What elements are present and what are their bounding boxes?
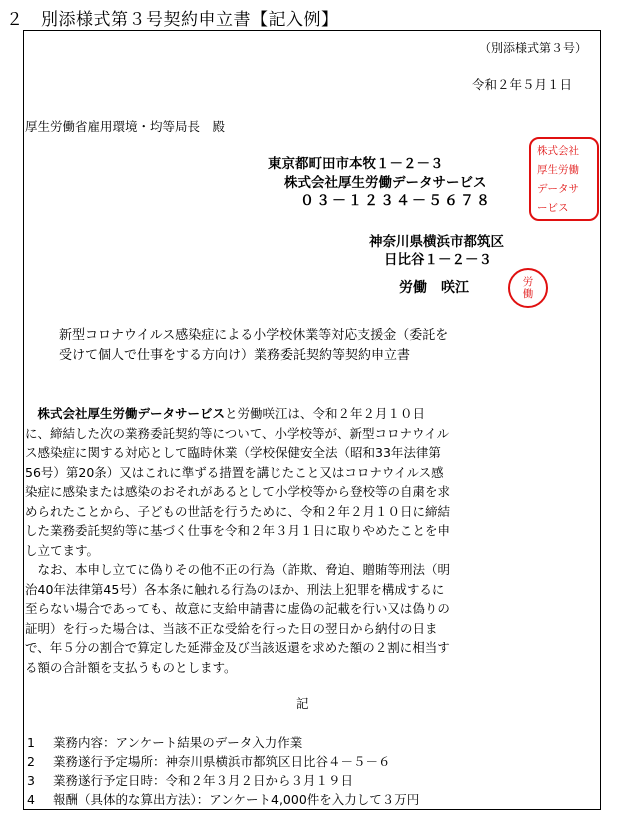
item-number: 2 xyxy=(27,754,35,769)
body-line: 証明）を行った場合は、当該不正な受給を行った日の翌日から納付の日ま xyxy=(25,620,438,636)
addressee: 厚生労働省雇用環境・均等局長 殿 xyxy=(25,119,226,134)
form-frame xyxy=(23,30,601,810)
body-text: と労働咲江は、令和２年２月１０日 xyxy=(225,406,426,421)
list-item xyxy=(27,790,419,809)
company-seal-text: データサ xyxy=(537,183,579,195)
company-seal-text: 株式会社 xyxy=(537,145,579,157)
submission-date: 令和２年５月１日 xyxy=(471,77,572,92)
body-line: 染症に感染または感染のおそれがあるとして小学校等から登校等の自粛を求 xyxy=(25,484,451,499)
item-number: 3 xyxy=(27,773,35,788)
body-line: で、年５分の割合で算定した延滞金及び当該返還を求めた額の２割に相当す xyxy=(25,640,450,655)
company-phone: ０３－１２３４－５６７８ xyxy=(300,193,492,209)
individual-name: 労働 咲江 xyxy=(399,280,469,296)
body-line: なお、本申し立てに偽りその他不正の行為（詐欺、脅迫、贈賄等刑法（明 xyxy=(25,562,451,577)
list-item xyxy=(27,733,419,752)
item-text: 業務遂行予定場所：神奈川県横浜市都筑区日比谷４－５－６ xyxy=(53,754,391,769)
declaration-body xyxy=(25,404,585,677)
company-name-emphasis: 株式会社厚生労働データサービス xyxy=(37,406,226,421)
document-title-line1: 新型コロナウイルス感染症による小学校休業等対応支援金（委託を xyxy=(59,328,449,343)
company-name: 株式会社厚生労働データサービス xyxy=(284,175,487,191)
individual-address-line2: 日比谷１－２－３ xyxy=(384,252,492,268)
body-line: る額の合計額を支払うものとします。 xyxy=(25,659,237,675)
contract-items-list xyxy=(27,733,419,809)
body-line: 56号）第20条）又はこれに準ずる措置を講じたこと又はコロナウイルス感 xyxy=(25,464,444,480)
personal-seal-stamp xyxy=(508,268,548,308)
personal-seal-char: 働 xyxy=(522,288,534,300)
list-item xyxy=(27,752,419,771)
item-number: 1 xyxy=(27,735,35,750)
body-line: ス感染症に関する対応として臨時休業（学校保健安全法（昭和33年法律第 xyxy=(25,445,441,460)
body-line: められたことから、子どもの世話を行うために、令和２年２月１０日に締結 xyxy=(25,503,451,519)
body-line: した業務委託契約等に基づく仕事を令和２年３月１日に取りやめたことを申 xyxy=(25,523,451,538)
item-text: 業務内容：アンケート結果のデータ入力作業 xyxy=(53,735,303,750)
item-number: 4 xyxy=(27,792,35,807)
body-line: 至らない場合であっても、故意に支給申請書に虚偽の記載を行い又は偽りの xyxy=(25,601,450,616)
form-reference: （別添様式第３号） xyxy=(478,41,587,55)
company-address: 東京都町田市本牧１－２－３ xyxy=(268,156,444,172)
item-text: 業務遂行予定日時：令和２年３月２日から３月１９日 xyxy=(53,773,354,788)
company-seal-stamp xyxy=(529,137,599,221)
company-seal-text: 厚生労働 xyxy=(537,164,579,176)
individual-address-line1: 神奈川県横浜市都筑区 xyxy=(369,234,504,250)
body-line: 治40年法律第45号）各本条に触れる行為のほか、刑法上犯罪を構成するに xyxy=(25,581,445,597)
personal-seal-char: 労 xyxy=(522,276,534,288)
company-seal-text: ービス xyxy=(537,202,569,214)
body-line: に、締結した次の業務委託契約等について、小学校等が、新型コロナウイル xyxy=(25,425,450,441)
body-line: し立てます。 xyxy=(25,542,100,558)
list-item xyxy=(27,771,419,790)
body-line xyxy=(25,404,585,424)
document-heading: ２ 別添様式第３号契約申立書【記入例】 xyxy=(6,10,339,30)
item-text: 報酬（具体的な算出方法）：アンケート4,000件を入力して３万円 xyxy=(53,792,420,807)
document-title-line2: 受けて個人で仕事をする方向け）業務委託契約等契約申立書 xyxy=(59,348,411,363)
ki-heading: 記 xyxy=(296,696,309,711)
